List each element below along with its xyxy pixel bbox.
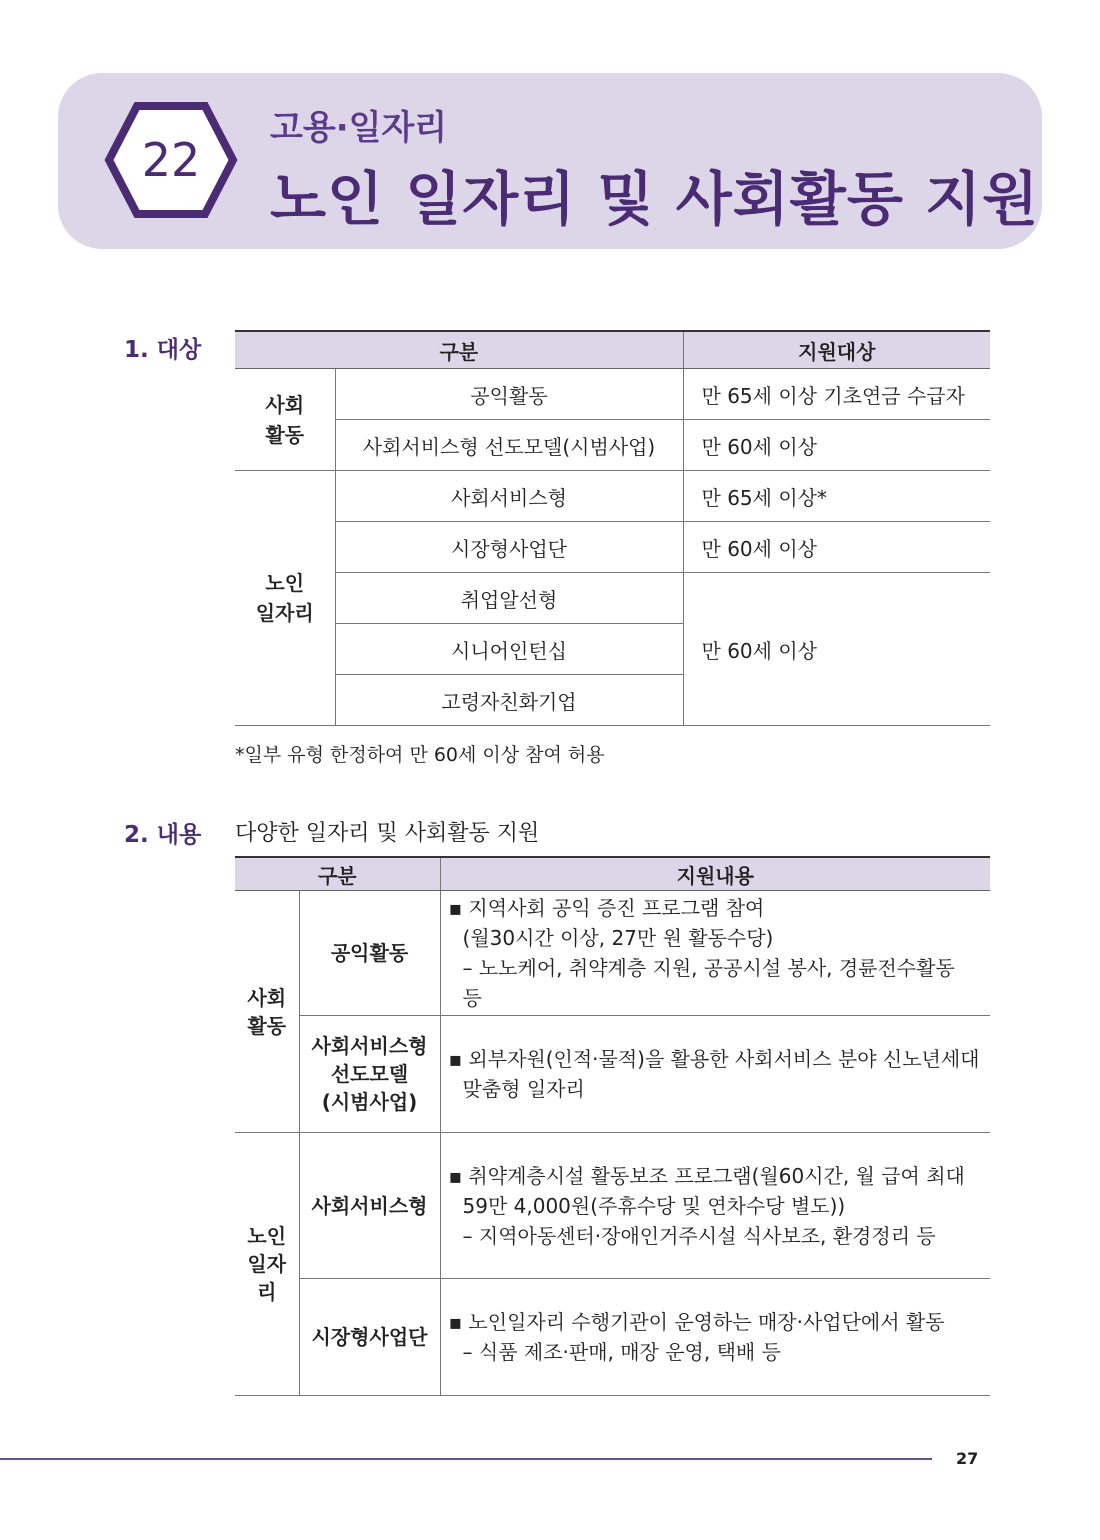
chapter-category: 고용·일자리 [270, 108, 448, 148]
group-social-activity: 사회 활동 [235, 891, 299, 1133]
row-item: 공익활동 [335, 369, 683, 420]
section2-label: 2. 내용 [124, 822, 202, 848]
chapter-number: 22 [141, 133, 201, 187]
row-item: 사회서비스형 [299, 1133, 440, 1279]
section2-description: 다양한 일자리 및 사회활동 지원 [235, 821, 540, 846]
table-row [235, 522, 990, 573]
row-item: 사회서비스형 선도모델 (시범사업) [299, 1016, 440, 1133]
row-content: ▪ 취약계층시설 활동보조 프로그램(월60시간, 월 급여 최대 59만 4,000원(주휴수당 및 연차수당 별도)) – 지역아동센터·장애인거주시설 식사보조, 환경정리 등 [440, 1133, 990, 1279]
header-category: 구분 [235, 331, 683, 369]
row-item: 시장형사업단 [335, 522, 683, 573]
footnote: *일부 유형 한정하여 만 60세 이상 참여 허용 [235, 744, 605, 766]
row-item: 공익활동 [299, 891, 440, 1016]
table-row [235, 1016, 990, 1133]
header-category: 구분 [235, 857, 440, 891]
row-item: 사회서비스형 선도모델(시범사업) [335, 420, 683, 471]
row-target: 만 65세 이상 기초연금 수급자 [683, 369, 990, 420]
group-elderly-jobs: 노인 일자리 [235, 471, 335, 726]
table-row [235, 1279, 990, 1396]
table-row [235, 891, 990, 1016]
row-item: 시니어인턴십 [335, 624, 683, 675]
group-elderly-jobs: 노인 일자리 [235, 1133, 299, 1396]
row-target: 만 60세 이상 [683, 573, 990, 726]
row-item: 고령자친화기업 [335, 675, 683, 726]
table-row [235, 420, 990, 471]
row-item: 사회서비스형 [335, 471, 683, 522]
page-number: 27 [956, 1449, 979, 1468]
table-row [235, 471, 990, 522]
row-item: 시장형사업단 [299, 1279, 440, 1396]
table-row [235, 1133, 990, 1279]
content-table [235, 856, 990, 1396]
section1-label: 1. 대상 [124, 337, 202, 363]
row-target: 만 60세 이상 [683, 522, 990, 573]
table-row [235, 573, 990, 624]
row-target: 만 65세 이상* [683, 471, 990, 522]
footer-divider [0, 1458, 932, 1460]
row-content: ▪ 외부자원(인적·물적)을 활용한 사회서비스 분야 신노년세대 맞춤형 일자리 [440, 1016, 990, 1133]
group-social-activity: 사회 활동 [235, 369, 335, 471]
row-item: 취업알선형 [335, 573, 683, 624]
header-target: 지원대상 [683, 331, 990, 369]
row-target: 만 60세 이상 [683, 420, 990, 471]
header-content: 지원내용 [440, 857, 990, 891]
page-title: 노인 일자리 및 사회활동 지원 [270, 165, 1040, 233]
target-table [235, 330, 990, 726]
row-content: ▪ 지역사회 공익 증진 프로그램 참여 (월30시간 이상, 27만 원 활동수당) – 노노케어, 취약계층 지원, 공공시설 봉사, 경륜전수활동 등 [440, 891, 990, 1016]
row-content: ▪ 노인일자리 수행기관이 운영하는 매장·사업단에서 활동 – 식품 제조·판매, 매장 운영, 택배 등 [440, 1279, 990, 1396]
table-row [235, 369, 990, 420]
